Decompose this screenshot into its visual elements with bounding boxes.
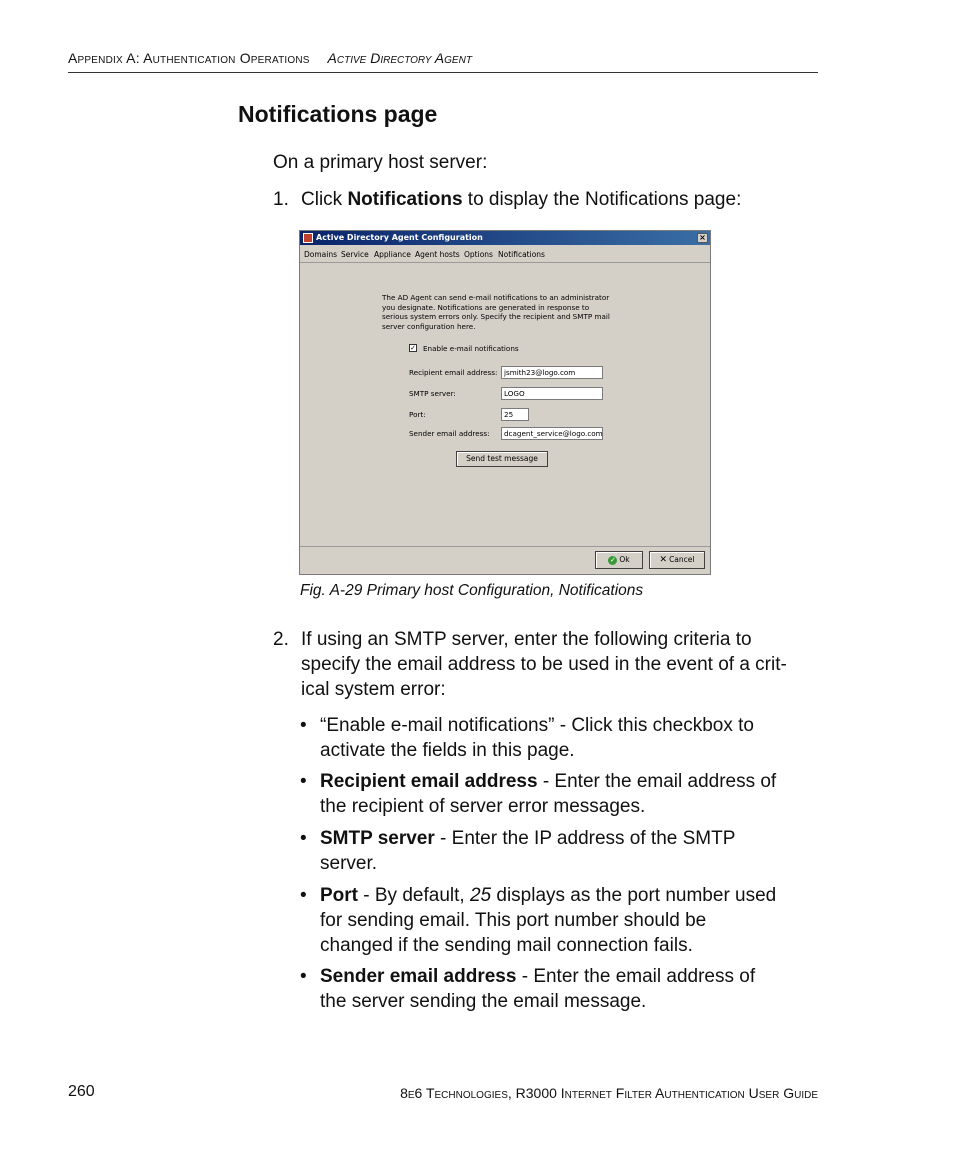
bullet-term: Sender email address	[320, 966, 517, 987]
running-footer: 8e6 Technologies, R3000 Internet Filter Authentication User Guide	[400, 1085, 818, 1101]
step-2-line: ical system error:	[301, 679, 446, 700]
bullet-line: the server sending the email message.	[320, 991, 647, 1012]
app-icon	[303, 233, 313, 243]
bullet-dot: •	[300, 715, 307, 736]
x-icon: ✕	[659, 555, 668, 565]
bullet-text	[320, 826, 820, 876]
figure-caption: Fig. A-29 Primary host Configuration, Notifications	[300, 582, 644, 599]
send-test-message-button[interactable]: Send test message	[456, 451, 548, 467]
close-icon[interactable]: ×	[697, 233, 708, 243]
window-footer	[300, 546, 710, 575]
step-2	[273, 627, 818, 702]
menu-bar	[300, 246, 710, 263]
bullet-line: for sending email. This port number should be	[320, 910, 707, 931]
bullet-italic: 25	[469, 885, 492, 906]
bullet-term: Port	[320, 885, 358, 906]
step-1	[273, 187, 818, 212]
bullet-line: “Enable e-mail notifications” - Click this checkbox to	[320, 715, 755, 736]
step-1-bold: Notifications	[347, 189, 463, 210]
smtp-server-field[interactable]: LOGO	[501, 387, 603, 400]
bullet-text	[320, 713, 820, 763]
bullet-line: - Enter the email address of	[516, 966, 756, 987]
header-chapter: Appendix A: Authentication Operations	[68, 50, 310, 66]
page-number: 260	[68, 1083, 95, 1100]
window-title: Active Directory Agent Configuration	[316, 233, 483, 242]
window-titlebar	[300, 231, 710, 245]
menu-options[interactable]: Options	[464, 250, 493, 259]
menu-agent-hosts[interactable]: Agent hosts	[415, 250, 460, 259]
intro-text: On a primary host server:	[273, 152, 488, 173]
bullet-dot: •	[300, 966, 307, 987]
section-title: Notifications page	[238, 101, 438, 127]
step-2-number: 2.	[273, 629, 289, 650]
step-2-line: specify the email address to be used in the event of a crit-	[301, 654, 787, 675]
step-1-text	[301, 187, 741, 212]
port-label: Port:	[409, 410, 426, 419]
recipient-email-field[interactable]: jsmith23@logo.com	[501, 366, 603, 379]
bullet-line: changed if the sending mail connection fails.	[320, 935, 693, 956]
bullet-line: - Enter the email address of	[537, 771, 777, 792]
bullet-text	[320, 964, 820, 1014]
sender-email-field[interactable]: dcagent_service@logo.com	[501, 427, 603, 440]
menu-domains[interactable]: Domains	[304, 250, 338, 259]
ok-button[interactable]	[595, 551, 643, 569]
bullet-dot: •	[300, 885, 307, 906]
panel-description: The AD Agent can send e-mail notifications to an administrator you designate. Notifications are generated in response to serious system errors only. Specify the recipient and SMTP mail server configuration here.	[382, 293, 610, 331]
notifications-panel	[300, 263, 710, 546]
step-1-pre: Click	[301, 189, 348, 210]
recipient-email-label: Recipient email address:	[409, 368, 498, 377]
cancel-label: Cancel	[669, 555, 695, 564]
config-window-screenshot	[299, 230, 711, 575]
sender-email-label: Sender email address:	[409, 429, 490, 438]
running-header	[68, 50, 818, 73]
bullet-pre: - By default,	[358, 885, 470, 906]
bullet-dot: •	[300, 828, 307, 849]
ok-label: Ok	[619, 555, 630, 564]
bullet-term: SMTP server	[320, 828, 435, 849]
step-2-line: If using an SMTP server, enter the following criteria to	[301, 629, 752, 650]
bullet-text	[320, 883, 820, 958]
step-2-text	[301, 627, 787, 702]
smtp-server-label: SMTP server:	[409, 389, 456, 398]
header-section: Active Directory Agent	[327, 50, 472, 66]
step-1-post: to display the Notifications page:	[462, 189, 742, 210]
bullet-line: server.	[320, 853, 378, 874]
bullet-line: the recipient of server error messages.	[320, 796, 646, 817]
menu-appliance[interactable]: Appliance	[374, 250, 411, 259]
bullet-text	[320, 769, 820, 819]
port-field[interactable]: 25	[501, 408, 529, 421]
step-1-number: 1.	[273, 189, 289, 210]
bullet-line: activate the fields in this page.	[320, 740, 575, 761]
menu-notifications[interactable]: Notifications	[498, 250, 545, 259]
checkmark-icon: ✓	[609, 555, 616, 564]
bullet-dot: •	[300, 771, 307, 792]
bullet-line: displays as the port number used	[491, 885, 777, 906]
menu-service[interactable]: Service	[341, 250, 369, 259]
cancel-button[interactable]	[649, 551, 705, 569]
bullet-line: - Enter the IP address of the SMTP	[434, 828, 736, 849]
bullet-term: Recipient email address	[320, 771, 538, 792]
enable-notifications-label: Enable e-mail notifications	[423, 344, 519, 353]
enable-notifications-checkbox[interactable]: ✓	[410, 344, 416, 352]
